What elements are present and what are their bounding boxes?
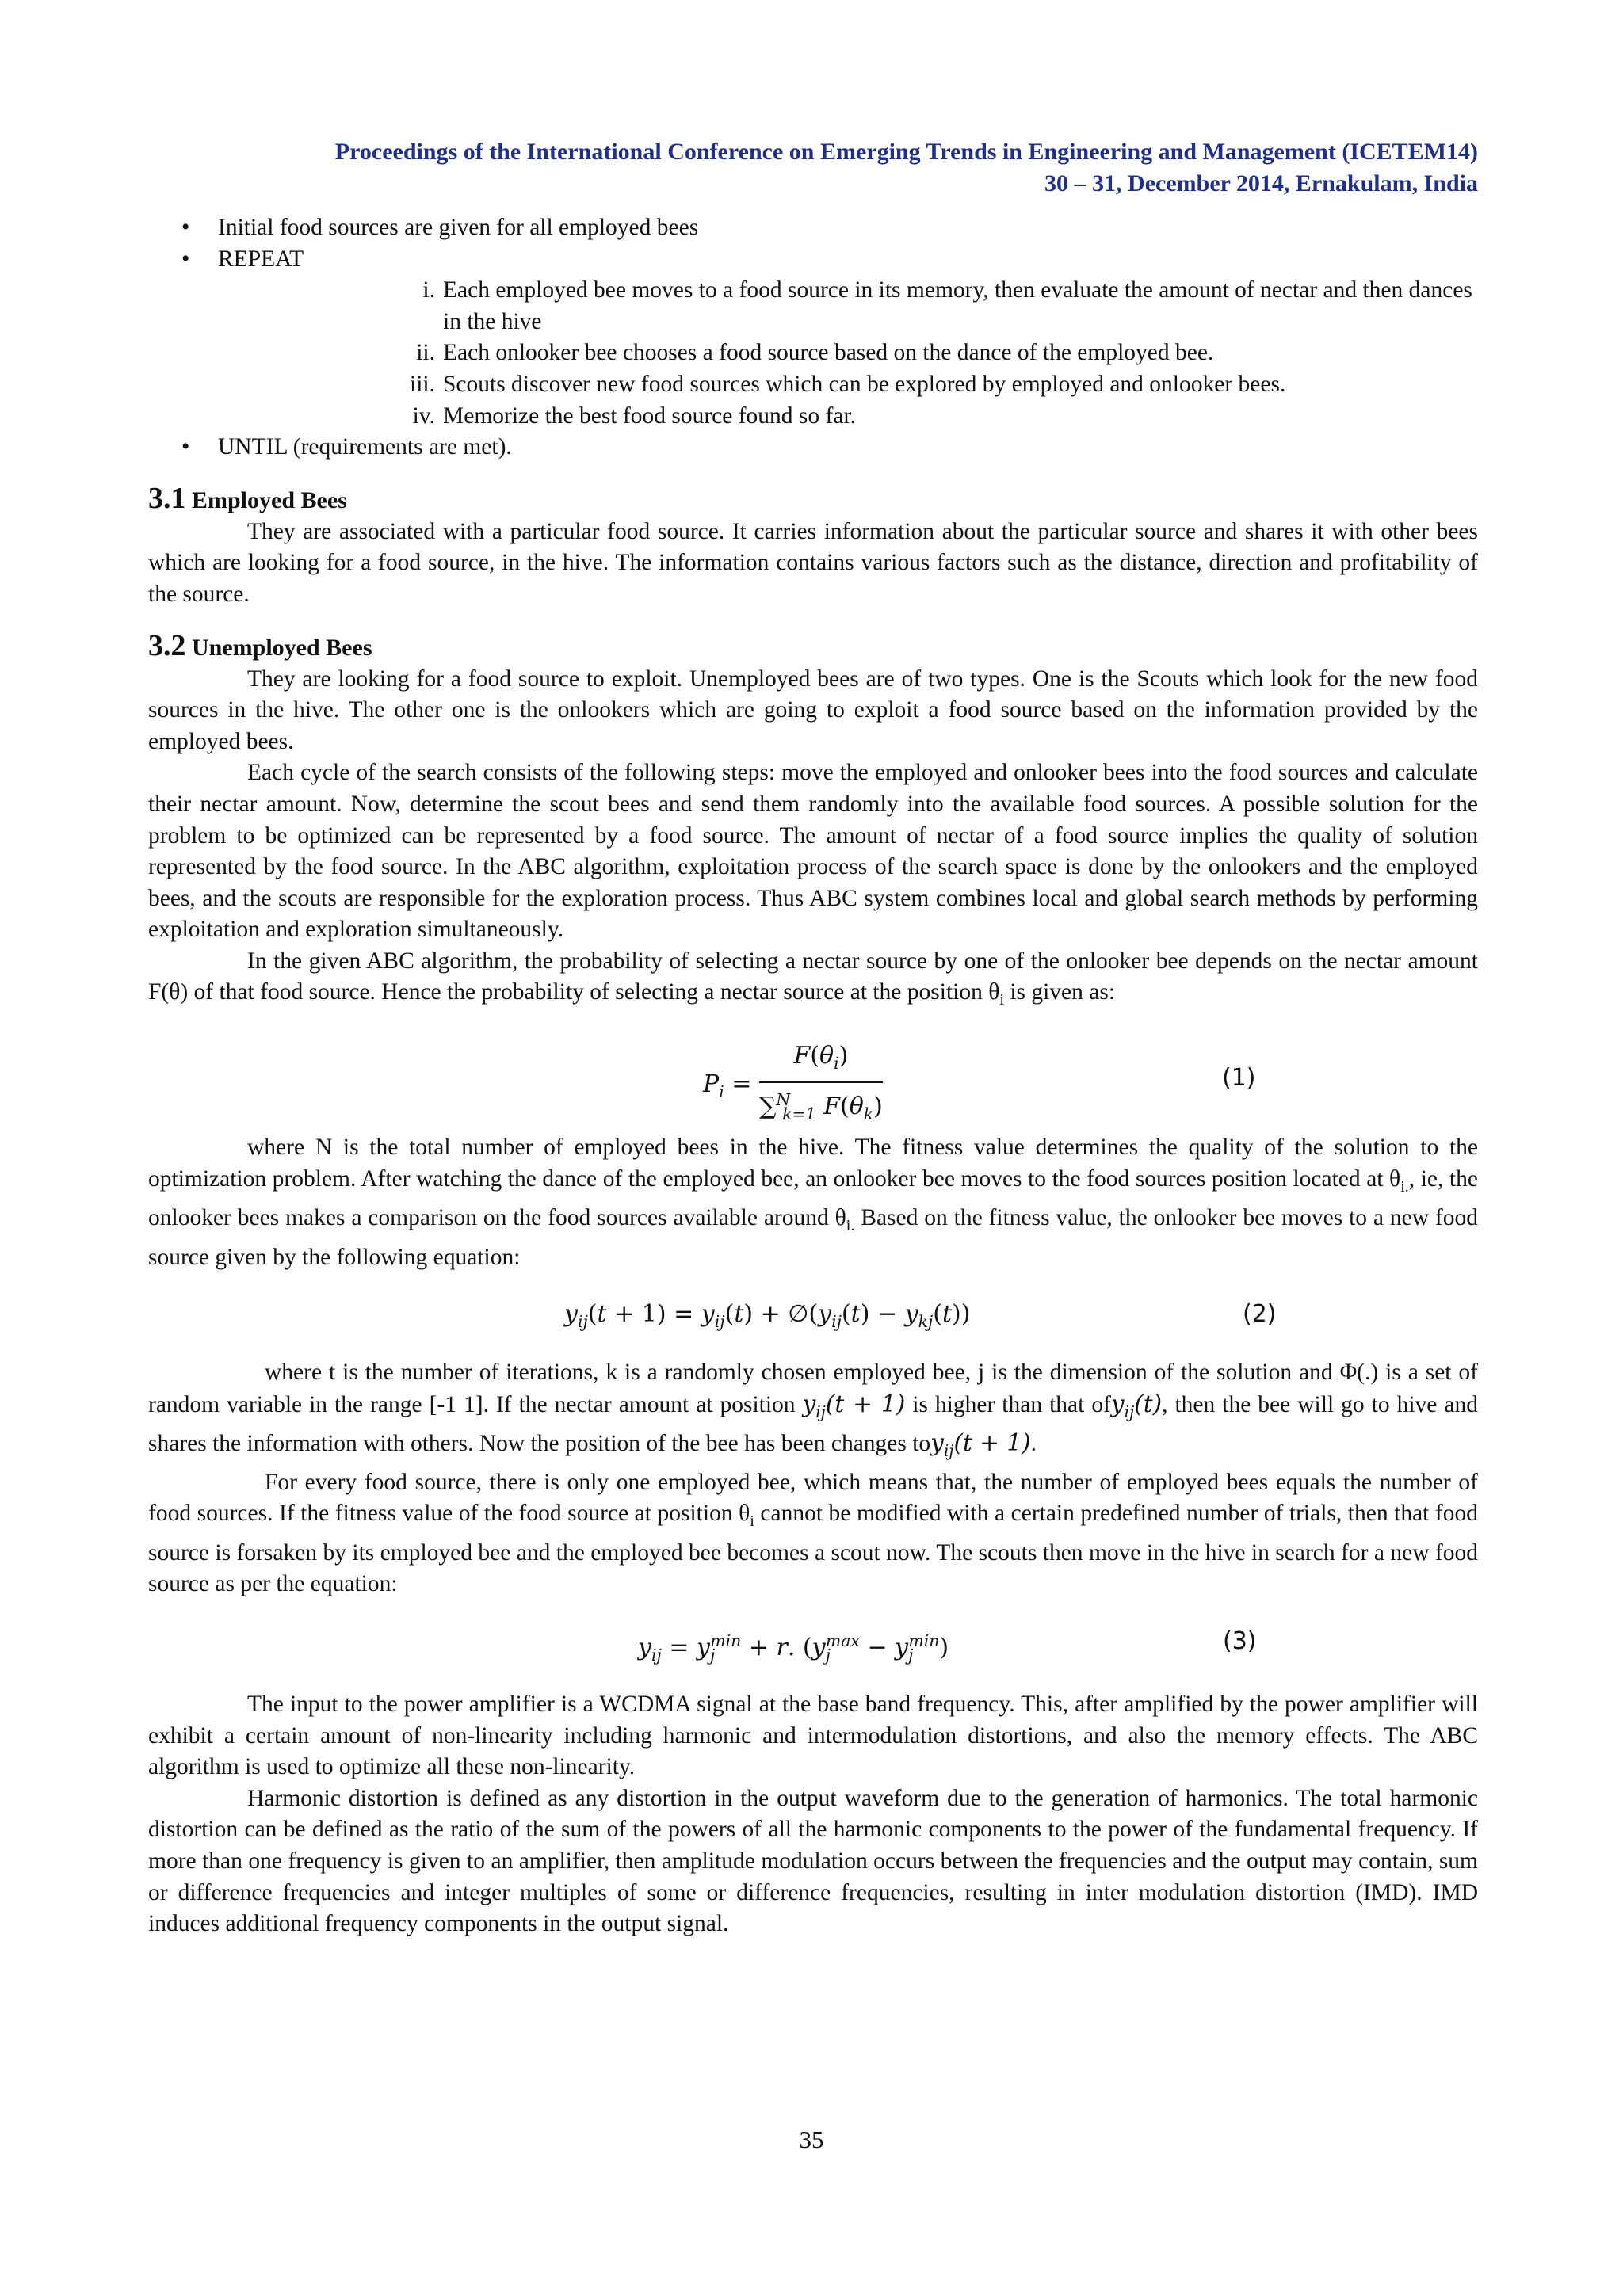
algorithm-step: ii. Each onlooker bee chooses a food source based on the dance of the employed bee.: [416, 340, 1214, 366]
algorithm-list: [148, 212, 1478, 275]
equation-2-expression: $y_{ij}(t + 1) = y_{ij}(t)$ + $\emptyset(y_{ij}(t) - y_{kj}(t))$: [564, 1300, 971, 1332]
equation-1: [148, 1034, 1478, 1123]
page-number: 35: [799, 2126, 824, 2153]
section-heading-3-1: 3.1 Employed Bees: [148, 481, 347, 515]
equation-3-number: (3): [1223, 1627, 1257, 1655]
equation-1-expression: $P_i$ = $\frac{F(\theta_i)}{\sum^N_{k=1} F(\theta_k)}$: [703, 1041, 883, 1123]
section-3-2-paragraph-3: In the given ABC algorithm, the probability of selecting a nectar source by one of the onlooker bee depends on the nectar amount F(θ) of that food source. Hence the probability of selecting a nectar source at the position $\theta_i$ is given as:: [148, 948, 1478, 1009]
equation-3-expression: $y_{ij} = y_j^{min} + r$. $(y_j^{max} - y_j^{min})$: [638, 1630, 949, 1665]
running-header: [148, 136, 1478, 200]
header-date-location: 30 – 31, December 2014, Ernakulam, India: [1044, 170, 1478, 196]
algorithm-step: i. Each employed bee moves to a food source in its memory, then evaluate the amount of nectar and then dances in the hive: [422, 277, 1472, 334]
algorithm-bullet-repeat: • REPEAT: [148, 244, 1478, 276]
paragraph-food-source: For every food source, there is only one employed bee, which means that, the number of employed bees equals the number of food sources. If the fitness value of the food source at position $\theta_i$ cannot be modified with a certain predefined number of trials, then that food source is forsaken by its employed bee and the employed bee becomes a scout now. The scouts then move in the hive in search for a new food source as per the equation:: [148, 1469, 1478, 1597]
section-3-1-paragraph: They are associated with a particular food source. It carries information about the particular source and shares it with other bees which are looking for a food source, in the hive. The information contains various factors such as the distance, direction and profitability of the source.: [148, 518, 1478, 607]
section-3-2-paragraph-1: They are looking for a food source to exploit. Unemployed bees are of two types. One is the Scouts which look for the new food sources in the hive. The other one is the onlookers which are going to exploit a food source based on the information provided by the employed bees.: [148, 666, 1478, 754]
paragraph-after-eq2: where t is the number of iterations, k is a randomly chosen employed bee, j is the dimension of the solution and Φ(.) is a set of random variable in the range [-1 1]. If the nectar amount at position $y_{ij}(t + 1)$ is higher than that ofy$_{ij}$(t), then the bee will go to hive and shares the information with others. Now the position of the bee has been changes toy$_{ij}$(t + 1).: [148, 1360, 1478, 1461]
equation-2: [148, 1291, 1478, 1338]
paper-body: [148, 212, 1478, 1940]
header-conference-title: Proceedings of the International Conference on Emerging Trends in Engineering and Management (ICETEM14): [334, 139, 1478, 165]
paragraph-harmonic-distortion: Harmonic distortion is defined as any distortion in the output waveform due to the generation of harmonics. The total harmonic distortion can be defined as the ratio of the sum of the powers of all the harmonic components to the power of the fundamental frequency. If more than one frequency is given to an amplifier, then amplitude modulation occurs between the frequencies and the output may contain, sum or difference frequencies and integer multiples of some or difference frequencies, resulting in inter modulation distortion (IMD). IMD induces additional frequency components in the output signal.: [148, 1785, 1478, 1937]
section-heading-3-2: 3.2 Unemployed Bees: [148, 628, 372, 662]
equation-2-number: (2): [1243, 1300, 1277, 1329]
section-3-2-paragraph-2: Each cycle of the search consists of the following steps: move the employed and onlooker bees into the food sources and calculate their nectar amount. Now, determine the scout bees and send them randomly into the available food sources. A possible solution for the problem to be optimized can be represented by a food source. The amount of nectar of a food source implies the quality of solution represented by the food source. In the ABC algorithm, exploitation process of the search space is done by the onlookers and the employed bees, and the scouts are responsible for the exploration process. Thus ABC system combines local and global search methods by performing exploitation and exploration simultaneously.: [148, 760, 1478, 943]
algorithm-step: iii. Scouts discover new food sources which can be explored by employed and onlooker bees.: [410, 371, 1286, 397]
algorithm-bullet-init: • Initial food sources are given for all employed bees: [148, 212, 1478, 244]
algorithm-steps: [148, 275, 1478, 432]
algorithm-bullet-until: • UNTIL (requirements are met).: [148, 432, 1478, 463]
equation-1-number: (1): [1222, 1063, 1256, 1092]
equation-3: [148, 1618, 1478, 1670]
algorithm-step: iv. Memorize the best food source found so far.: [412, 402, 857, 429]
paragraph-power-amplifier: The input to the power amplifier is a WCDMA signal at the base band frequency. This, after amplified by the power amplifier will exhibit a certain amount of non-linearity including harmonic and intermodulation distortions, and also the memory effects. The ABC algorithm is used to optimize all these non-linearity.: [148, 1691, 1478, 1780]
algorithm-list-end: [148, 432, 1478, 463]
paragraph-after-eq1: where N is the total number of employed bees in the hive. The fitness value determines the quality of the solution to the optimization problem. After watching the dance of the employed bee, an onlooker bee moves to the food sources position located at $\theta_{i.}$, ie, the onlooker bees makes a comparison on the food sources available around $\theta_{i.}$ Based on the fitness value, the onlooker bee moves to a new food source given by the following equation:: [148, 1134, 1479, 1270]
